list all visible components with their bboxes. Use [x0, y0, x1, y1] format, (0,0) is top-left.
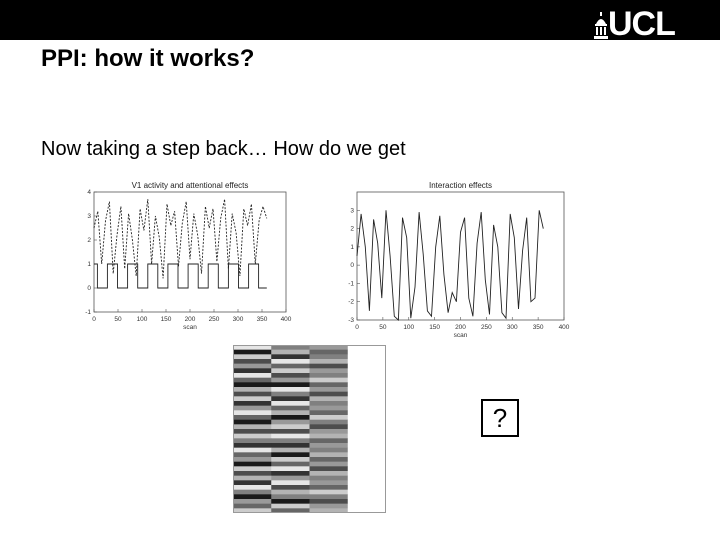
design-matrix-cell	[348, 420, 386, 425]
y-tick-label: 1	[350, 243, 354, 251]
y-tick-label: -1	[85, 309, 91, 316]
design-matrix-cell	[348, 387, 386, 392]
series-line-0	[94, 264, 267, 288]
design-matrix-cell	[233, 499, 272, 504]
design-matrix-cell	[233, 480, 272, 485]
design-matrix-cell	[271, 364, 310, 369]
design-matrix-cell	[271, 415, 310, 420]
x-tick-label: 150	[429, 324, 441, 331]
design-matrix-cell	[348, 382, 386, 387]
design-matrix-cell	[348, 494, 386, 499]
chart-title: V1 activity and attentional effects	[131, 182, 249, 190]
design-matrix-cell	[271, 504, 310, 509]
design-matrix-cell	[348, 462, 386, 467]
design-matrix-cell	[310, 382, 349, 387]
design-matrix-cell	[233, 438, 272, 443]
design-matrix-cell	[310, 457, 349, 462]
design-matrix-cell	[310, 410, 349, 415]
design-matrix-cell	[233, 424, 272, 429]
series-line-1	[94, 199, 267, 278]
x-tick-label: 200	[455, 324, 466, 331]
chart-interaction-effects-svg	[340, 182, 575, 340]
design-matrix-cell	[271, 438, 310, 443]
design-matrix-cell	[233, 396, 272, 401]
design-matrix-cell	[348, 359, 386, 364]
chart-v1-activity-svg	[84, 182, 299, 330]
y-tick-label: -3	[348, 317, 354, 324]
y-tick-label: 4	[87, 189, 91, 196]
design-matrix-cell	[348, 471, 386, 476]
x-tick-label: 350	[532, 324, 544, 331]
design-matrix-cell	[233, 457, 272, 462]
plot-frame	[357, 192, 564, 320]
design-matrix-cell	[271, 476, 310, 481]
x-tick-label: 100	[136, 316, 148, 323]
design-matrix-cell	[233, 490, 272, 495]
design-matrix-cell	[233, 494, 272, 499]
design-matrix-cell	[271, 466, 310, 471]
design-matrix-cell	[310, 471, 349, 476]
chart-title: Interaction effects	[429, 182, 492, 190]
series-line-0	[357, 210, 543, 320]
design-matrix-cell	[233, 350, 272, 355]
design-matrix-cell	[233, 504, 272, 509]
design-matrix-cell	[271, 354, 310, 359]
question-mark-box: ?	[481, 399, 519, 437]
x-tick-label: 350	[256, 316, 268, 323]
y-tick-label: 2	[350, 225, 354, 233]
design-matrix-cell	[233, 354, 272, 359]
x-tick-label: 400	[558, 324, 570, 331]
design-matrix-cell	[233, 448, 272, 453]
design-matrix-cell	[271, 382, 310, 387]
design-matrix-cell	[233, 485, 272, 490]
design-matrix-cell	[310, 387, 349, 392]
design-matrix-cell	[348, 438, 386, 443]
design-matrix-cell	[233, 406, 272, 411]
y-tick-label: 3	[350, 207, 354, 215]
design-matrix-cell	[233, 476, 272, 481]
x-tick-label: 50	[114, 316, 122, 323]
design-matrix-cell	[271, 429, 310, 434]
design-matrix-cell	[271, 457, 310, 462]
design-matrix-cell	[233, 368, 272, 373]
x-tick-label: 200	[184, 316, 196, 323]
y-tick-label: 0	[350, 262, 354, 270]
design-matrix-cell	[310, 368, 349, 373]
design-matrix-cell	[271, 424, 310, 429]
design-matrix-cell	[310, 373, 349, 378]
x-tick-label: 100	[403, 324, 415, 331]
design-matrix-cell	[271, 434, 310, 439]
design-matrix-cell	[348, 378, 386, 383]
design-matrix-cell	[271, 378, 310, 383]
y-tick-label: -1	[348, 280, 354, 288]
design-matrix-cell	[233, 443, 272, 448]
design-matrix-cell	[233, 382, 272, 387]
design-matrix-cell	[348, 424, 386, 429]
design-matrix-cell	[271, 401, 310, 406]
design-matrix-cell	[271, 359, 310, 364]
design-matrix	[233, 345, 386, 513]
design-matrix-cell	[271, 350, 310, 355]
design-matrix-cell	[348, 350, 386, 355]
design-matrix-cell	[348, 499, 386, 504]
design-matrix-cell	[348, 466, 386, 471]
chart-v1-activity	[84, 182, 299, 330]
ucl-logo	[594, 5, 704, 43]
design-matrix-cell	[348, 504, 386, 509]
design-matrix-cell	[310, 476, 349, 481]
design-matrix-cell	[348, 476, 386, 481]
design-matrix-cell	[348, 485, 386, 490]
header-bar	[0, 0, 720, 43]
design-matrix-cell	[310, 415, 349, 420]
ucl-logo-text: UCL	[608, 5, 675, 43]
design-matrix-cell	[271, 490, 310, 495]
slide-body-text: Now taking a step back… How do we get	[41, 138, 406, 160]
x-tick-label: 150	[160, 316, 172, 323]
design-matrix-cell	[348, 406, 386, 411]
design-matrix-cell	[233, 359, 272, 364]
design-matrix-cell	[310, 466, 349, 471]
design-matrix-cell	[348, 392, 386, 397]
design-matrix-cell	[271, 420, 310, 425]
y-tick-label: 0	[87, 285, 91, 292]
design-matrix-cell	[233, 410, 272, 415]
x-axis-label: scan	[453, 332, 468, 339]
design-matrix-cell	[271, 443, 310, 448]
design-matrix-cell	[310, 424, 349, 429]
x-tick-label: 0	[355, 324, 359, 331]
design-matrix-cell	[348, 429, 386, 434]
design-matrix-cell	[233, 364, 272, 369]
design-matrix-cell	[233, 434, 272, 439]
design-matrix-cell	[310, 438, 349, 443]
design-matrix-cell	[310, 378, 349, 383]
design-matrix-cell	[348, 490, 386, 495]
design-matrix-cell	[348, 434, 386, 439]
design-matrix-cell	[271, 480, 310, 485]
design-matrix-cell	[233, 452, 272, 457]
design-matrix-cell	[310, 359, 349, 364]
design-matrix-cell	[233, 373, 272, 378]
design-matrix-cell	[271, 373, 310, 378]
design-matrix-cell	[310, 462, 349, 467]
y-tick-label: -2	[348, 298, 354, 306]
design-matrix-cell	[348, 368, 386, 373]
chart-interaction-effects	[340, 182, 575, 340]
design-matrix-cell	[271, 494, 310, 499]
x-tick-label: 50	[379, 324, 387, 331]
design-matrix-cell	[348, 415, 386, 420]
design-matrix-cell	[271, 387, 310, 392]
design-matrix-cell	[348, 396, 386, 401]
design-matrix-cell	[348, 401, 386, 406]
design-matrix-cell	[310, 490, 349, 495]
design-matrix-cell	[310, 420, 349, 425]
x-tick-label: 400	[280, 316, 292, 323]
design-matrix-cell	[310, 364, 349, 369]
design-matrix-cell	[271, 499, 310, 504]
design-matrix-cell	[271, 462, 310, 467]
x-tick-label: 0	[92, 316, 96, 323]
x-tick-label: 250	[480, 324, 492, 331]
design-matrix-cell	[310, 392, 349, 397]
design-matrix-cell	[348, 480, 386, 485]
design-matrix-cell	[233, 378, 272, 383]
design-matrix-cell	[310, 452, 349, 457]
design-matrix-cell	[310, 434, 349, 439]
design-matrix-cell	[310, 499, 349, 504]
design-matrix-cell	[233, 387, 272, 392]
design-matrix-cell	[310, 396, 349, 401]
design-matrix-cell	[233, 462, 272, 467]
design-matrix-cell	[271, 368, 310, 373]
design-matrix-cell	[233, 415, 272, 420]
design-matrix-cell	[271, 406, 310, 411]
design-matrix-cell	[310, 494, 349, 499]
portico-dome-icon	[594, 12, 608, 40]
design-matrix-cell	[271, 396, 310, 401]
design-matrix-cell	[348, 410, 386, 415]
design-matrix-cell	[310, 406, 349, 411]
design-matrix-cell	[271, 485, 310, 490]
design-matrix-cell	[310, 485, 349, 490]
design-matrix-cell	[348, 457, 386, 462]
design-matrix-cell	[233, 401, 272, 406]
slide-title: PPI: how it works?	[41, 45, 255, 72]
y-tick-label: 1	[87, 261, 91, 268]
plot-frame	[94, 192, 286, 312]
design-matrix-cell	[348, 448, 386, 453]
x-axis-label: scan	[183, 324, 197, 330]
design-matrix-cell	[348, 354, 386, 359]
x-tick-label: 250	[208, 316, 220, 323]
design-matrix-cell	[310, 448, 349, 453]
design-matrix-cell	[348, 373, 386, 378]
design-matrix-cell	[271, 448, 310, 453]
design-matrix-cell	[233, 466, 272, 471]
design-matrix-cell	[271, 392, 310, 397]
design-matrix-cell	[310, 401, 349, 406]
design-matrix-cell	[233, 420, 272, 425]
design-matrix-cell	[348, 443, 386, 448]
design-matrix-cell	[348, 364, 386, 369]
design-matrix-cell	[233, 471, 272, 476]
design-matrix-cell	[310, 350, 349, 355]
design-matrix-cell	[310, 504, 349, 509]
design-matrix-cell	[310, 480, 349, 485]
design-matrix-cell	[271, 410, 310, 415]
design-matrix-cell	[233, 429, 272, 434]
x-tick-label: 300	[232, 316, 244, 323]
design-matrix-cell	[310, 429, 349, 434]
design-matrix-cell	[310, 354, 349, 359]
design-matrix-cell	[233, 392, 272, 397]
design-matrix-svg	[233, 345, 386, 513]
x-tick-label: 300	[506, 324, 518, 331]
design-matrix-cell	[310, 443, 349, 448]
y-tick-label: 2	[87, 237, 91, 244]
y-tick-label: 3	[87, 213, 91, 220]
design-matrix-cell	[271, 471, 310, 476]
design-matrix-cell	[348, 452, 386, 457]
design-matrix-cell	[271, 452, 310, 457]
